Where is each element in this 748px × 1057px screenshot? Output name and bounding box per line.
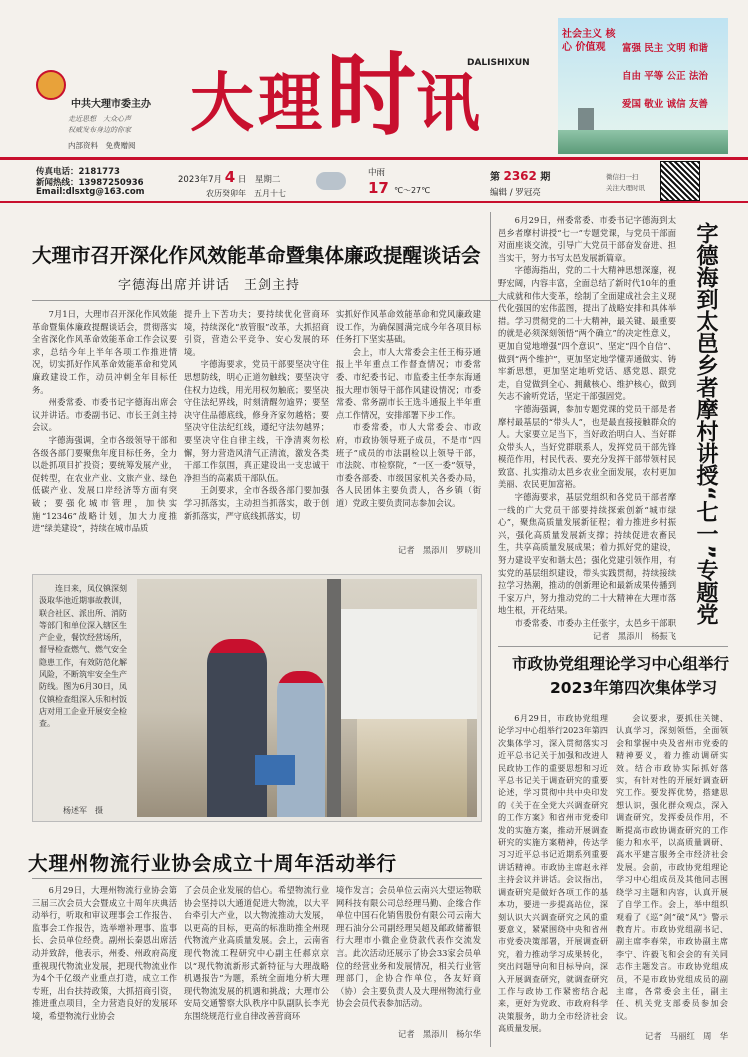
org-name: 中共大理市委主办 <box>71 99 151 110</box>
photo-caption: 连日来，凤仪镇深刻汲取华池近期事故教训，联合社区、派出所、消防等部门和单位深入辖区生产企业，餐饮经营场所，督导检查燃气、燃气安全隐患工作，有效防范化解风险，不断筑牢安全生产防线。图为6月30日，凤仪镇检查组深入乐和村饭店对用工企业开展安全检查。 <box>39 584 127 729</box>
weather-icon <box>316 172 346 190</box>
article4-col1 <box>498 712 608 1042</box>
fax: 传真电话：2181773 <box>36 167 120 177</box>
article4-title-1: 市政协党组理论学习中心组举行 <box>512 655 730 673</box>
temp-high: 17 <box>368 179 389 197</box>
date-prefix: 2023年7月 <box>178 175 223 185</box>
article2-para: 境作发言；会员单位云南兴大望运物联网科技有限公司总经理马勤、企缘合作单位中国石化销售股份有限公司云南大理石油分公司副经理吴超及邮政储蓄银行大理市小微企业贷款代表作交流发言。此次活动还展示了协会33家会员单位的经营业务和发展情况，相关行业管理部门，企协合作单位，各友好商（协）会主要负责人及大理州物流行业协会会员代表参加活动。 <box>336 885 481 1009</box>
article3-body <box>498 214 676 630</box>
document-folder <box>255 755 295 785</box>
free-tag: 内部资料 免费赠阅 <box>68 141 136 150</box>
date-day: 4 <box>224 168 236 186</box>
issue-suffix: 期 <box>540 172 551 183</box>
article4-para: 6月29日，市政协党组理论学习中心组举行2023年第四次集体学习，深入贯彻落实习近平总书记关于加强和改进人民政协工作的重要思想和习近平总书记关于调查研究的重要论述，学习贯彻中共中央印发的《关于在全党大兴调查研究的工作方案》和省州市党委印发的实施方案，推动开展调查研究的实施方案精神，传达学习习近平总书记近期系列重要讲话精神。市政协主席赵永祥主持会议并讲话。会议指出，调查研究是做好各项工作的基本功，要进一步提高站位，深刻认识大兴调查研究之风的重要意义，紧紧围绕中央和省州市党委决策部署，开展调查研究，着力推动学习成果转化，突出问题导向和目标导向，深入开展调查研究，就调查研究工作与政协工作紧密结合起来，更好为党政、市政府科学决策服务，助力全市经济社会高质量发展。 <box>498 713 608 1034</box>
article1-col3 <box>336 308 481 546</box>
paper-title <box>190 43 480 148</box>
gas-cylinders <box>357 719 467 817</box>
article2-col1 <box>32 884 177 1040</box>
slogan-2: 权威发布身边的你家 <box>68 126 131 134</box>
mountain-illustration <box>558 130 728 154</box>
article3-para: 6月29日，州委常委、市委书记字德海到太邑乡者摩村讲授“七一”专题党课，与党员干部面对面座谈交流，引导广大党员干部奋发奋进、担当实干，努力书写太邑发展新篇章。 <box>498 215 676 263</box>
article1-para: 实抓好作风革命效能革命和党风廉政建设工作，为确保圆满完成今年各项目标任务打下坚实基础。 <box>336 309 481 345</box>
inspection-photo <box>137 579 477 817</box>
article3-para: 市委常委、市委办主任张宇，太邑乡干部职 <box>514 618 676 628</box>
article3-byline: 记者 黑添川 杨振飞 <box>593 631 676 641</box>
masthead <box>0 0 748 160</box>
inspector-1 <box>207 639 267 817</box>
info-bar <box>0 160 748 200</box>
article1-rule <box>32 300 498 301</box>
steel-shelf <box>327 579 341 817</box>
photo-caption-box <box>39 583 127 807</box>
hotline: 新闻热线：13987250936 <box>36 178 144 188</box>
article1-subtitle: 字德海出席并讲话 王剑主持 <box>118 278 301 293</box>
slogan-1: 走近思想 大众心声 <box>68 115 131 123</box>
editor: 编辑 / 罗冠亮 <box>490 188 541 198</box>
article3-rule <box>498 646 728 647</box>
article1-para: 会上，市人大常委会主任王梅芬通报上半年重点工作督查情况；市委常委、市纪委书记、市监委主任李东海通报大理市领导干部作风建设情况；市委常委、常务副市长王选斗通报上半年重点工作情况，安排部署下步工作。 <box>336 346 481 420</box>
date-suffix: 日 星期二 <box>237 175 281 185</box>
article2-rule <box>32 878 482 879</box>
article1-title: 大理市召开深化作风效能革命暨集体廉政提醒谈话会 <box>32 244 481 267</box>
article1-para: 州委常委、市委书记字德海出席会议并讲话。市委副书记、市长王剑主持会议。 <box>32 397 177 433</box>
article3-para: 字德海强调，参加专题党课的党员干部是者摩村最基层的“带头人”，也是最直接接触群众的人。大家要立足当下，当好政治明白人、当好群众带头人，当好党群联系人，发挥党员干部先锋模范作用，村民代表、要充分发挥干部带领村民致富、扎实推动太邑乡农业全面发展，农村更加美丽、农民更加富裕。 <box>498 403 676 490</box>
article3-para: 字德海指出，党的二十大精神思想深邃，视野宏阔，内容丰富，全面总结了新时代10年的重大成就和伟大变革，绘制了全面建成社会主义现代化强国的宏伟蓝图，提出了战略安排和具体举措。学习贯彻党的二十大精神，最关键、最重要的就是必须深刻领悟“两个确立”的决定性意义，更加自觉地增强“四个意识”、坚定“四个自信”、做到“两个维护”，更加坚定地学懂弄通做实、铸牢新思想，更加坚定地听党话、感党恩、跟党走，自觉做到全心、拥戴核心、维护核心，做到矢志不渝听党话，坚定干部强固党。 <box>498 265 676 402</box>
article1-para: 字德海要求，党员干部要坚决守住思想防线，明心正道勿触线；要坚决守住权力边线，用光用权勿触底；要坚决守住法纪界线，时刻清醒勿逾界；要坚决守住品德底线，修身齐家勿越格；要坚决守住法纪红线，遵纪守法勿越界；要坚决守住自律主线，干净清爽勿松懈，努力营造风清气正清流，激发各类干部工作氛围，真正建设出一支忠诚干净担当的高素质干部队伍。 <box>184 359 329 483</box>
date <box>178 168 280 186</box>
article1-para: 市委常委，市人大常委会、市政府，市政协领导班子成员，不是市“四班子”成员的市法副检以上领导干部，市法院、市检察院，“一区一委”领导，市委各部委、市级国家机关各委办局，各人民团体主要负责人，各乡镇（街道）党政主要负责同志参加会议。 <box>336 422 481 508</box>
issue-prefix: 第 <box>490 172 500 183</box>
article2-para: 6月29日，大理州物流行业协会第三届三次会员大会暨成立十周年庆典活动举行，听取和审议理事会工作报告、监事会工作报告，选举增补理事、监事长、会员单位经费。副州长秦恩出席活动并致辞，他表示，州委、州政府高度重视现代物流业发展，把现代物流业作为4个千亿级产业重点打造，成立工作专班，出台扶持政策，大抓招商引资，推进重点项目，全力营造良好的发展环境，希望物流行业协会 <box>32 885 177 1021</box>
article2-para: 了会员企业发展的信心。希望物流行业协会坚持以大通道促进大物流，以大平台牵引大产业，以大物流推动大发展，以更高的目标，更高的标准助推全州现代物流产业高质量发展。会上，云南省现代物流工程研究中心副主任郝京京以“现代物流新形式新特征与大理战略机遇报告”为题，系统全面地分析大理现代物流发展的机遇和挑战；大理市公安局交通警察大队秩序中队副队长李光东围绕规范行业自律改善营商环 <box>184 885 329 1021</box>
lunar-date: 农历癸卯年 五月十七 <box>206 189 286 198</box>
inspector-2 <box>277 671 325 817</box>
qr-text-1: 微信扫一扫 <box>606 173 639 181</box>
issue-number: 2362 <box>503 169 537 183</box>
article2-byline: 记者 黑添川 杨尔华 <box>398 1029 481 1039</box>
title-shi: 时 <box>326 43 416 148</box>
article1-para: 字德海强调，全市各级领导干部和各级各部门要聚焦年度目标任务，全力以赴抓项目扩投资；要统筹发展产业，促转型，在农业产业、文旅产业、绿色低碳产业、发展口岸经济等方面有突破；要强化城市管理，加快实施“12346”战略计划，加大力度推进“绿美建设”，持续在城市品质 <box>32 434 177 534</box>
article1-col2 <box>184 308 329 558</box>
title-pinyin: DALISHIXUN <box>467 58 530 68</box>
temperature <box>368 178 430 197</box>
poster-headline: 社会主义 核心 价值观 <box>562 29 616 53</box>
column-divider <box>490 212 491 1047</box>
article1-para: 王剑要求，全市各级各部门要加强学习抓落实，主动担当抓落实，敢于创新抓落实，严守底线抓落实，切 <box>184 485 329 521</box>
article1-col1 <box>32 308 177 558</box>
qr-code[interactable] <box>660 161 700 201</box>
article1-para: 7月1日，大理市召开深化作风效能革命暨集体廉政提醒谈话会，贯彻落实全省深化作风革命效能革命工作会议要求，总结今年上半年各项工作推进情况，切实抓好作风革命效能革命和党风廉政建设工作，动员冲刺全年目标任务。 <box>32 309 177 395</box>
article2-col2 <box>184 884 329 1040</box>
article4-byline: 记者 马丽红 周 华 <box>645 1031 728 1041</box>
weather-place: 中雨 <box>368 168 386 178</box>
value-row-2: 自由 平等 公正 法治 <box>622 71 708 82</box>
issue <box>490 168 550 183</box>
info-rule <box>0 201 748 203</box>
value-row-1: 富强 民主 文明 和谐 <box>622 43 708 54</box>
party-logo <box>36 70 66 100</box>
article4-title-2: 2023年第四次集体学习 <box>550 679 718 697</box>
article2-title: 大理州物流行业协会成立十周年活动举行 <box>28 852 398 875</box>
article4-para: 会议要求，要抓住关键、认真学习，深刻领悟，全面领会和掌握中央及省州市党委的精神要义，着力推动调研实效。结合市政协实际抓好落实，有针对性的开展好调查研究工作。要发挥优势，搭建思想认识，强化群众观点，深入调查研究，发挥委员作用，不断提高市政协调查研究的工作能力和水平，以高质量调研、高水平建言服务全市经济社会发展。会前，市政协党组理论学习中心组成员及其他同志围绕学习主题和内容，认真开展了自学工作。会上，举中组织观看了《巡“剑”破“风”》警示教育片。市政协党组副书记、副主席李春荣，市政协副主席李宁、许毅飞和会会的有关同志作主题发言。市政协党组成员，不是市政协党组成员的副主席，各常委会主任，副主任、机关党支部委员参加会议。 <box>616 713 728 1021</box>
article1-para: 提升上下苦功夫；要持续优化营商环境，持续深化“放管服”改革，大抓招商引资，营造公平竞争、安心发展的环境。 <box>184 309 329 357</box>
article4-col2 <box>616 712 728 1030</box>
article1-byline: 记者 黑添川 罗晓川 <box>398 545 481 555</box>
title-daili: 大理 <box>190 67 326 141</box>
title-xun: 讯 <box>416 67 480 141</box>
kitchen-wall <box>341 609 477 719</box>
temp-range: ℃～27℃ <box>393 186 431 195</box>
photo-credit: 杨述军 摄 <box>63 806 103 815</box>
email: Email:dlsxtg@163.com <box>36 187 145 197</box>
article3-para: 字德海要求，基层党组织和各党员干部者摩一线的广大党员干部要持续探索创新“城市绿心”，聚焦高质量发展新征程；着力推进乡村振兴，强化高质量发展新支撑；持续促进农畜民生，共享高质量发展成果；着力抓好党的建设，努力建设平安和谐太邑；强化党建引领作用，有实党的基层组织建设，带头实践贯彻，持续接续拉学习热潮，推动的创新理论和最新成果传播到千家万户，努力推动党的二十大精神在大理市落地生根，开花结果。 <box>498 492 676 616</box>
values-poster <box>558 18 728 154</box>
photo-frame <box>32 574 482 822</box>
value-row-3: 爱国 敬业 诚信 友善 <box>622 99 708 110</box>
article2-col3 <box>336 884 481 1028</box>
qr-text-2: 关注大理时讯 <box>606 184 645 192</box>
article3-vertical-title: 字德海到太邑乡者摩村讲授“七一”专题党 <box>693 222 718 625</box>
